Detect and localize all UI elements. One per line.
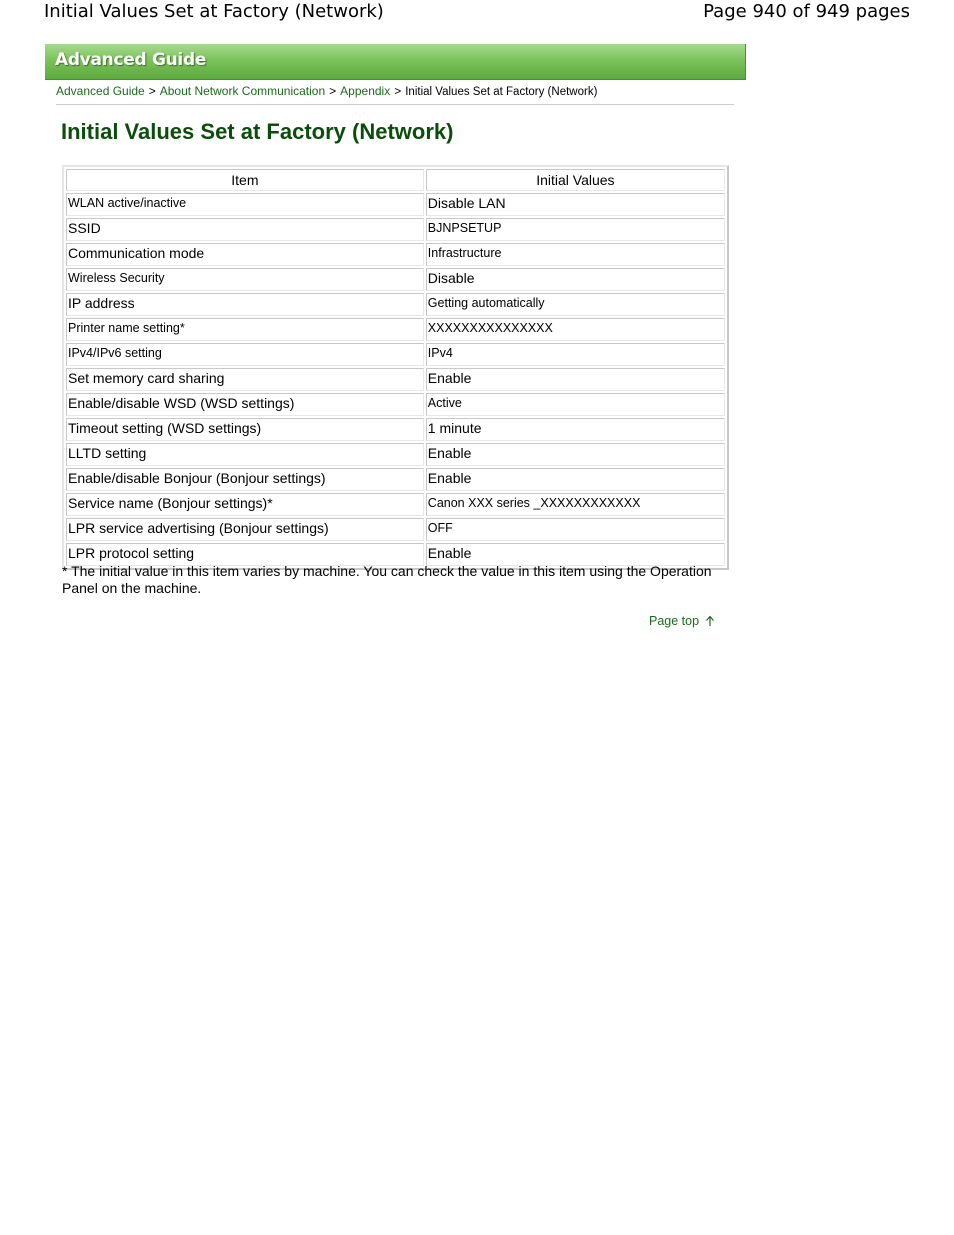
item-cell: SSID xyxy=(66,218,424,241)
page-header xyxy=(44,0,910,26)
value-cell: Disable LAN xyxy=(426,193,725,216)
breadcrumb-link-about-network-communication[interactable]: About Network Communication xyxy=(159,84,326,98)
item-cell: LPR service advertising (Bonjour settings) xyxy=(66,518,424,541)
advanced-guide-banner xyxy=(45,44,746,80)
item-cell: LPR protocol setting xyxy=(66,543,424,566)
value-cell: Enable xyxy=(426,543,725,566)
item-cell: Enable/disable WSD (WSD settings) xyxy=(66,393,424,416)
breadcrumb-current: Initial Values Set at Factory (Network) xyxy=(405,86,598,98)
table-row xyxy=(66,468,725,491)
value-cell: 1 minute xyxy=(426,418,725,441)
table-row xyxy=(66,493,725,516)
value-cell: XXXXXXXXXXXXXXX xyxy=(426,318,725,341)
value-cell: Canon XXX series _XXXXXXXXXXXX xyxy=(426,493,725,516)
item-cell: Service name (Bonjour settings)* xyxy=(66,493,424,516)
item-cell: Wireless Security xyxy=(66,268,424,291)
value-cell: Getting automatically xyxy=(426,293,725,316)
breadcrumb xyxy=(56,83,734,105)
value-cell: Enable xyxy=(426,443,725,466)
document-title: Initial Values Set at Factory (Network) xyxy=(44,1,384,22)
item-cell: Timeout setting (WSD settings) xyxy=(66,418,424,441)
column-header-item: Item xyxy=(66,169,424,191)
table-row xyxy=(66,393,725,416)
column-header-initial-values: Initial Values xyxy=(426,169,725,191)
page-top-link[interactable] xyxy=(649,614,715,628)
banner-title: Advanced Guide xyxy=(55,50,207,70)
table-row xyxy=(66,318,725,341)
table-row xyxy=(66,443,725,466)
breadcrumb-separator: > xyxy=(394,84,402,98)
table-row xyxy=(66,343,725,366)
page-title: Initial Values Set at Factory (Network) xyxy=(61,119,454,144)
item-cell: WLAN active/inactive xyxy=(66,193,424,216)
table-row xyxy=(66,218,725,241)
table-row xyxy=(66,243,725,266)
breadcrumb-link-advanced-guide[interactable]: Advanced Guide xyxy=(56,84,145,98)
item-cell: LLTD setting xyxy=(66,443,424,466)
value-cell: Disable xyxy=(426,268,725,291)
value-cell: OFF xyxy=(426,518,725,541)
item-cell: Printer name setting* xyxy=(66,318,424,341)
item-cell: Communication mode xyxy=(66,243,424,266)
value-cell: BJNPSETUP xyxy=(426,218,725,241)
breadcrumb-link-appendix[interactable]: Appendix xyxy=(340,84,391,98)
value-cell: Active xyxy=(426,393,725,416)
breadcrumb-separator: > xyxy=(329,84,337,98)
item-cell: Enable/disable Bonjour (Bonjour settings) xyxy=(66,468,424,491)
item-cell: Set memory card sharing xyxy=(66,368,424,391)
table-row xyxy=(66,193,725,216)
page-top-label: Page top xyxy=(649,614,700,628)
initial-values-table xyxy=(62,165,729,570)
value-cell: Enable xyxy=(426,368,725,391)
item-cell: IPv4/IPv6 setting xyxy=(66,343,424,366)
up-arrow-icon xyxy=(705,615,715,627)
footnote: * The initial value in this item varies by machine. You can check the value in this item using the Operation Panel on the machine. xyxy=(62,563,712,596)
table-row xyxy=(66,518,725,541)
value-cell: Infrastructure xyxy=(426,243,725,266)
table-row xyxy=(66,368,725,391)
table-row xyxy=(66,268,725,291)
breadcrumb-separator: > xyxy=(148,84,156,98)
table-row xyxy=(66,293,725,316)
item-cell: IP address xyxy=(66,293,424,316)
value-cell: Enable xyxy=(426,468,725,491)
table-row xyxy=(66,418,725,441)
value-cell: IPv4 xyxy=(426,343,725,366)
page-count: Page 940 of 949 pages xyxy=(703,1,910,22)
table-header-row xyxy=(66,169,725,191)
